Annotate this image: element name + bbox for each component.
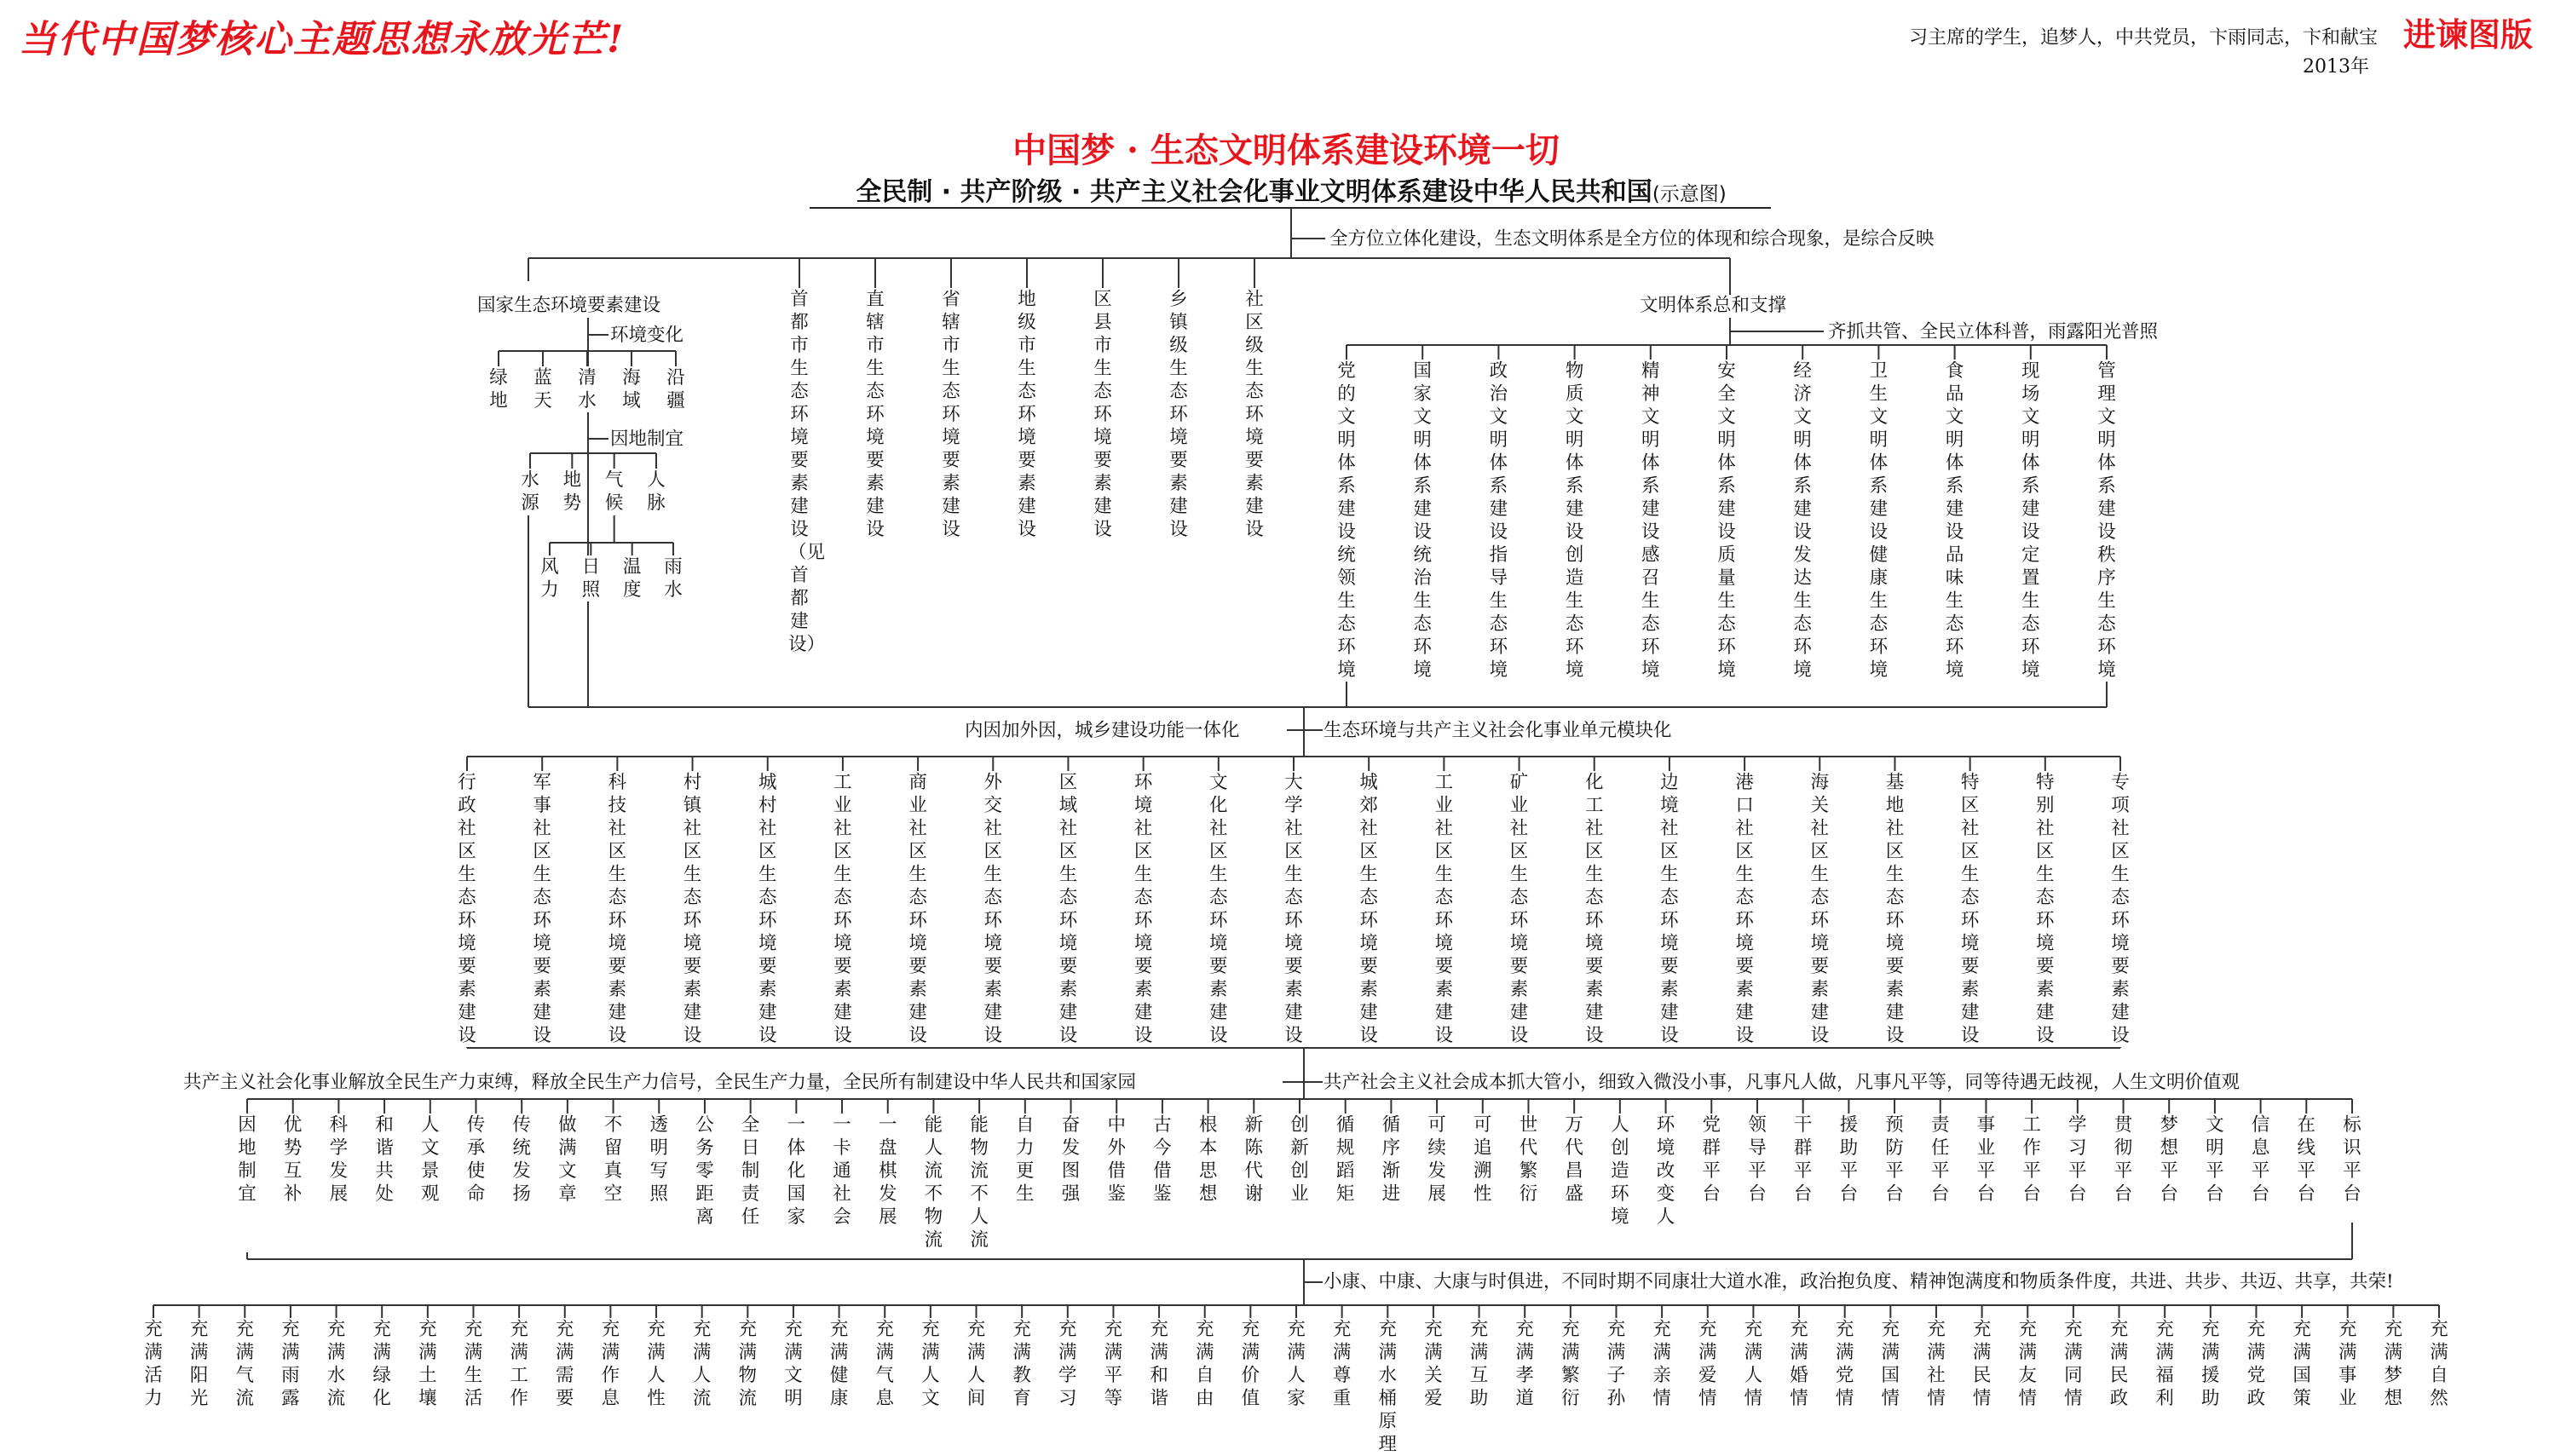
fullness-column: 充满和谐 [1148, 1318, 1170, 1410]
tier2-right-note: 生态环境与共产主义社会化事业单元模块化 [1323, 720, 1672, 741]
fullness-column: 充满学习 [1057, 1318, 1079, 1410]
fullness-column: 充满人流 [691, 1318, 713, 1410]
community-column: 特别社区生态环境要素建设 [2034, 771, 2056, 1047]
civilization-support-note: 齐抓共管、全民立体科普，雨露阳光普照 [1828, 321, 2159, 342]
civilization-column: 物质文明体系建设创造生态环境 [1564, 360, 1586, 682]
principle-column: 古今借鉴 [1151, 1114, 1174, 1206]
local-factor-item: 人脉 [645, 469, 667, 515]
fullness-column: 充满健康 [828, 1318, 851, 1410]
fullness-column: 充满需要 [554, 1318, 576, 1410]
admin-level-column: 直辖市生态环境要素建设 [864, 288, 886, 541]
fullness-column: 充满水流 [326, 1318, 348, 1410]
principle-column: 一卡通社会 [831, 1114, 853, 1229]
admin-level-column: 区县市生态环境要素建设 [1092, 288, 1114, 541]
principle-column: 全日制责任 [740, 1114, 762, 1229]
principle-column: 预防平台 [1883, 1114, 1906, 1206]
principle-column: 领导平台 [1746, 1114, 1768, 1206]
principle-column: 自力更生 [1014, 1114, 1036, 1206]
principle-column: 透明写照 [648, 1114, 670, 1206]
principle-column: 学习平台 [2067, 1114, 2089, 1206]
civilization-column: 国家文明体系建设统治生态环境 [1411, 360, 1433, 682]
principle-column: 传统发扬 [510, 1114, 533, 1206]
principle-column: 能物流不人流 [968, 1114, 990, 1252]
fullness-column: 充满民政 [2108, 1318, 2131, 1410]
env-change-item: 海域 [620, 366, 643, 412]
principle-column: 做满文章 [556, 1114, 579, 1206]
civilization-column: 现场文明体系建设定置生态环境 [2020, 360, 2042, 682]
fullness-column: 充满自由 [1194, 1318, 1216, 1410]
fullness-column: 充满同情 [2062, 1318, 2085, 1410]
fullness-column: 充满人情 [1742, 1318, 1764, 1410]
fullness-column: 充满阳光 [188, 1318, 210, 1410]
principle-column: 可追溯性 [1472, 1114, 1494, 1206]
local-factor-item: 气候 [603, 469, 626, 515]
principle-column: 援助平台 [1837, 1114, 1860, 1206]
community-column: 外交社区生态环境要素建设 [982, 771, 1004, 1047]
principle-column: 公务零距离 [694, 1114, 716, 1229]
diagram-title: 中国梦 · 生态文明体系建设环境一切 [1012, 130, 1560, 170]
principle-column: 不留真空 [603, 1114, 625, 1206]
community-column: 矿业社区生态环境要素建设 [1508, 771, 1531, 1047]
community-column: 工业社区生态环境要素建设 [1433, 771, 1455, 1047]
principle-column: 环境改变人 [1655, 1114, 1677, 1229]
fullness-column: 充满人家 [1285, 1318, 1307, 1410]
fullness-column: 充满民情 [1971, 1318, 1993, 1410]
national-env-label: 国家生态环境要素建设 [477, 295, 661, 316]
tier4-note: 小康、中康、大康与时俱进，不同时期不同康壮大道水准，政治抱负度、精神饱满度和物质条件度，共进、共步、共迈、共享，共荣! [1323, 1271, 2394, 1292]
principle-column: 新陈代谢 [1243, 1114, 1265, 1206]
civilization-column: 经济文明体系建设发达生态环境 [1791, 360, 1814, 682]
fullness-column: 充满梦想 [2382, 1318, 2404, 1410]
principle-column: 一体化国家 [785, 1114, 807, 1229]
fullness-column: 充满气流 [234, 1318, 256, 1410]
fullness-column: 充满党政 [2245, 1318, 2267, 1410]
admin-level-column: 乡镇级生态环境要素建设 [1168, 288, 1190, 541]
principle-column: 优势互补 [282, 1114, 304, 1206]
community-column: 城郊社区生态环境要素建设 [1358, 771, 1380, 1047]
admin-level-column: 省辖市生态环境要素建设 [940, 288, 962, 541]
fullness-column: 充满文明 [782, 1318, 804, 1410]
local-factor-item: 地势 [561, 469, 583, 515]
community-column: 科技社区生态环境要素建设 [606, 771, 628, 1047]
fullness-column: 充满子孙 [1605, 1318, 1627, 1410]
credit-year: 2013年 [2303, 56, 2369, 78]
principle-column: 可续发展 [1426, 1114, 1448, 1206]
principle-column: 事业平台 [1975, 1114, 1997, 1206]
fullness-column: 充满社情 [1925, 1318, 1947, 1410]
principle-column: 中外借鉴 [1105, 1114, 1127, 1206]
principle-column: 信息平台 [2250, 1114, 2272, 1206]
civilization-column: 精神文明体系建设感召生态环境 [1640, 360, 1662, 682]
principle-column: 党群平台 [1700, 1114, 1722, 1206]
principle-column: 传承使命 [464, 1114, 487, 1206]
climate-item: 雨水 [662, 555, 684, 601]
fullness-column: 充满关爱 [1422, 1318, 1445, 1410]
admin-level-column: 首都市生态环境要素建设（见首都建设） [788, 289, 826, 655]
tier2-left-note: 内因加外因，城乡建设功能一体化 [965, 720, 1240, 741]
civilization-column: 管理文明体系建设秩序生态环境 [2096, 360, 2118, 682]
principle-column: 根本思想 [1197, 1114, 1220, 1206]
civilization-column: 政治文明体系建设指导生态环境 [1487, 360, 1509, 682]
admin-level-column: 地级市生态环境要素建设 [1016, 288, 1038, 541]
fullness-column: 充满事业 [2337, 1318, 2359, 1410]
principle-column: 循序渐进 [1380, 1114, 1402, 1206]
fullness-column: 充满孝道 [1514, 1318, 1536, 1410]
slogan-banner: 当代中国梦核心主题思想永放光芒! [19, 18, 626, 61]
fullness-column: 充满价值 [1239, 1318, 1261, 1410]
fullness-column: 充满繁衍 [1560, 1318, 1582, 1410]
fullness-column: 充满工作 [508, 1318, 530, 1410]
community-column: 基地社区生态环境要素建设 [1883, 771, 1906, 1047]
principle-column: 工作平台 [2021, 1114, 2043, 1206]
fullness-column: 充满气息 [874, 1318, 896, 1410]
stamp-label: 进谏图版 [2403, 15, 2534, 54]
principle-column: 循规蹈矩 [1335, 1114, 1357, 1206]
fullness-column: 充满物流 [736, 1318, 758, 1410]
community-column: 商业社区生态环境要素建设 [907, 771, 929, 1047]
climate-item: 温度 [621, 555, 643, 601]
tier1-note: 全方位立体化建设，生态文明体系是全方位的体现和综合现象，是综合反映 [1329, 228, 1935, 250]
community-column: 港口社区生态环境要素建设 [1733, 771, 1756, 1047]
principle-column: 奋发图强 [1060, 1114, 1082, 1206]
fullness-column: 充满教育 [1011, 1318, 1033, 1410]
fullness-column: 充满援助 [2200, 1318, 2222, 1410]
principle-column: 能人流不物流 [922, 1114, 944, 1252]
fullness-column: 充满土壤 [417, 1318, 439, 1410]
climate-item: 日照 [580, 555, 602, 601]
climate-item: 风力 [539, 555, 561, 601]
community-column: 特区社区生态环境要素建设 [1959, 771, 1981, 1047]
local-adapt-label: 因地制宜 [610, 429, 684, 450]
env-change-item: 绿地 [487, 366, 510, 412]
principle-column: 创新创业 [1289, 1114, 1311, 1206]
civilization-label: 文明体系总和支撑 [1640, 295, 1787, 316]
civilization-column: 食品文明体系建设品味生态环境 [1944, 360, 1966, 682]
fullness-column: 充满爱情 [1697, 1318, 1719, 1410]
community-column: 城村社区生态环境要素建设 [757, 771, 779, 1047]
principle-column: 梦想平台 [2158, 1114, 2180, 1206]
fullness-column: 充满国情 [1879, 1318, 1901, 1410]
principle-column: 人创造环境 [1609, 1114, 1631, 1229]
principle-column: 贯彻平台 [2113, 1114, 2135, 1206]
fullness-column: 充满亲情 [1651, 1318, 1673, 1410]
principle-column: 和谐共处 [373, 1114, 395, 1206]
fullness-column: 充满人性 [645, 1318, 667, 1410]
civilization-column: 安全文明体系建设质量生态环境 [1716, 360, 1738, 682]
principle-column: 在线平台 [2295, 1114, 2317, 1206]
community-column: 军事社区生态环境要素建设 [531, 771, 553, 1047]
fullness-column: 充满绿化 [371, 1318, 393, 1410]
community-column: 工业社区生态环境要素建设 [832, 771, 854, 1047]
fullness-column: 充满平等 [1102, 1318, 1124, 1410]
fullness-column: 充满友情 [2016, 1318, 2039, 1410]
subtitle-text: 全民制 · 共产阶级 · 共产主义社会化事业文明体系建设中华人民共和国 [856, 177, 1652, 207]
env-change-item: 蓝天 [532, 366, 554, 412]
admin-level-column: 社区级生态环境要素建设 [1243, 288, 1266, 541]
civilization-column: 卫生文明体系建设健康生态环境 [1867, 360, 1889, 682]
fullness-column: 充满尊重 [1331, 1318, 1353, 1410]
community-column: 化工社区生态环境要素建设 [1583, 771, 1606, 1047]
fullness-column: 充满活力 [142, 1318, 164, 1410]
community-column: 大学社区生态环境要素建设 [1283, 771, 1305, 1047]
fullness-column: 充满生活 [462, 1318, 484, 1410]
fullness-column: 充满人文 [920, 1318, 942, 1410]
community-column: 行政社区生态环境要素建设 [456, 771, 478, 1047]
env-change-item: 沿疆 [665, 366, 687, 412]
env-change-label: 环境变化 [610, 325, 684, 346]
fullness-column: 充满党情 [1834, 1318, 1856, 1410]
tier3-left-note: 共产主义社会化事业解放全民生产力束缚，释放全民生产力信号，全民生产力量，全民所有制建设中华人民共和国家园 [183, 1072, 1137, 1093]
principle-column: 人文景观 [419, 1114, 441, 1206]
credit-line: 习主席的学生，追梦人，中共党员，卞雨同志，卞和献宝 [1908, 27, 2378, 49]
principle-column: 一盘棋发展 [877, 1114, 899, 1229]
tier3-right-note: 共产社会主义社会成本抓大管小，细致入微没小事，凡事凡人做，凡事凡平等，同等待遇无歧视，人生文明价值观 [1323, 1072, 2240, 1093]
fullness-column: 充满人间 [966, 1318, 988, 1410]
fullness-column: 充满福利 [2154, 1318, 2176, 1410]
principle-column: 标识平台 [2341, 1114, 2363, 1206]
community-column: 专项社区生态环境要素建设 [2109, 771, 2131, 1047]
principle-column: 因地制宜 [236, 1114, 258, 1206]
fullness-column: 充满婚情 [1788, 1318, 1810, 1410]
fullness-column: 充满作息 [599, 1318, 621, 1410]
community-column: 环境社区生态环境要素建设 [1133, 771, 1155, 1047]
fullness-column: 充满雨露 [280, 1318, 302, 1410]
fullness-column: 充满水桶原理 [1376, 1318, 1398, 1456]
principle-column: 责任平台 [1929, 1114, 1952, 1206]
local-factor-item: 水源 [519, 469, 541, 515]
community-column: 海关社区生态环境要素建设 [1808, 771, 1831, 1047]
env-change-item: 清水 [576, 366, 598, 412]
fullness-column: 充满互助 [1468, 1318, 1491, 1410]
principle-column: 文明平台 [2204, 1114, 2226, 1206]
community-column: 文化社区生态环境要素建设 [1208, 771, 1230, 1047]
principle-column: 万代昌盛 [1563, 1114, 1585, 1206]
fullness-column: 充满国策 [2291, 1318, 2313, 1410]
fullness-column: 充满自然 [2428, 1318, 2450, 1410]
principle-column: 干群平台 [1792, 1114, 1814, 1206]
community-column: 边境社区生态环境要素建设 [1658, 771, 1681, 1047]
subtitle-note: (示意图) [1652, 183, 1727, 205]
community-column: 区域社区生态环境要素建设 [1057, 771, 1079, 1047]
civilization-column: 党的文明体系建设统领生态环境 [1335, 360, 1358, 682]
community-column: 村镇社区生态环境要素建设 [682, 771, 704, 1047]
principle-column: 科学发展 [327, 1114, 349, 1206]
principle-column: 世代繁衍 [1517, 1114, 1539, 1206]
